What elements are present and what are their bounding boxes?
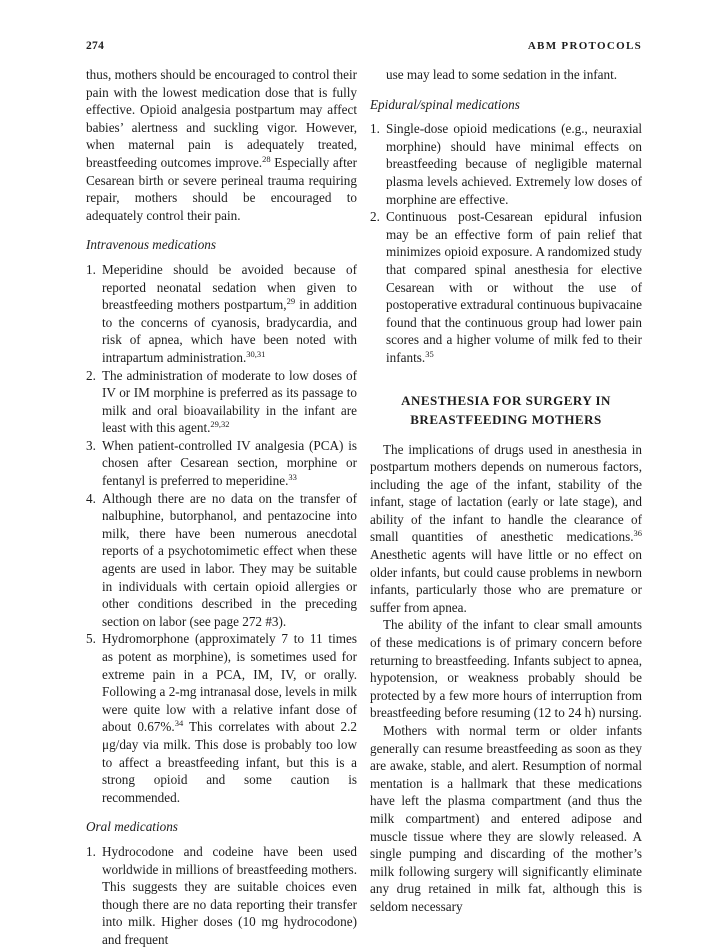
body-paragraph: The ability of the infant to clear small amounts of these medications is of primary concern before returning to breastfeeding. Infants subject to apnea, hypotension, or weakness probably should be protected by a few more hours of interruption from breastfeeding before resuming (12 to 24 h) nursing.	[370, 617, 642, 721]
continued-item-text: use may lead to some sedation in the infant.	[386, 67, 618, 82]
list-item: 2. The administration of moderate to low doses of IV or IM morphine is preferred as its passage to milk and oral bioavailability in the infant are least with this agent.$^{29,32}$	[86, 367, 357, 436]
subheading-intravenous: Intravenous medications	[86, 237, 217, 253]
section-title: ANESTHESIA FOR SURGERY IN BREASTFEEDING MOTHERS	[401, 392, 611, 427]
citation: 28	[262, 153, 271, 164]
intro-paragraph: thus, mothers should be encouraged to control their pain with the lowest medication dose that is fully effective. Opioid analgesia postpartum may affect babies’ alertness and suckling vigor. However, when maternal pain is adequately treated, breastfeeding outcomes improve.$^{28}$ Especially after Cesarean birth or severe perineal trauma requiring repair, mothers should be encouraged to adequately control their pain.	[86, 67, 358, 223]
list-item: 1. Meperidine should be avoided because of reported neonatal sedation when given to breastfeeding mothers postpartum,$^{29}$ in addition to the concerns of cyanosis, bradycardia, and risk of apnea, which have been noted with intrapartum administration.$^{30,31}$	[86, 261, 358, 365]
body-paragraph: The implications of drugs used in anesthesia in postpartum mothers depends on numerous factors, including the age of the infant, stability of the infant, stage of lactation (early or late stage), and ability of the infant to handle the clearance of small quantities of anesthetic medications.$^{36}$ Anesthetic agents will have little or no effect on older infants, but could cause problems in newborn infants, particularly those who are premature or suffer from apnea.	[370, 441, 642, 615]
page-number: 274	[86, 40, 105, 52]
running-header: ABM PROTOCOLS	[527, 40, 642, 52]
body-paragraph: Mothers with normal term or older infants generally can resume breastfeeding as soon as they are awake, stable, and alert. Resumption of normal mentation is a hallmark that these medications have left the plasma compartment (and thus the milk compartment) and entered adipose and muscle tissue where they are slowly released. A single pumping and discarding of the mother’s milk following surgery will significantly eliminate any drug retained in milk fat, although this is seldom necessary	[370, 723, 642, 914]
list-item: 5. Hydromorphone (approximately 7 to 11 times as potent as morphine), is sometimes used for extreme pain in a PCA, IM, IV, or orally. Following a 2-mg intranasal dose, levels in milk were quite low with a relative infant dose of about 0.67%.$^{34}$ This correlates with about 2.2 μg/day via milk. This dose is probably too low to affect a breastfeeding infant, but this is a strong opioid and some caution is recommended.	[86, 631, 357, 805]
citation: 34	[174, 718, 184, 729]
citation: 30,31	[246, 348, 266, 359]
epidural-list	[370, 120, 642, 366]
right-column	[370, 66, 642, 916]
left-column	[86, 66, 357, 949]
intravenous-list	[86, 261, 357, 806]
list-item: 1. Hydrocodone and codeine have been used worldwide in millions of breastfeeding mothers. This suggests they are suitable choices even though there are no data reporting their transfer into milk. Higher doses (10 mg hydrocodone) and frequent	[86, 843, 357, 947]
subheading-oral: Oral medications	[86, 819, 178, 835]
citation: 29	[286, 296, 296, 307]
citation: 33	[288, 472, 297, 483]
oral-list	[86, 843, 357, 949]
list-item: 4. Although there are no data on the transfer of nalbuphine, butorphanol, and pentazocine into milk, there have been numerous anecdotal reports of a psychotomimetic effect when these agents are used in labor. They may be suitable in individuals with certain opioid allergies or other conditions described in the preceding section on labor (see page 272 #3).	[86, 490, 357, 629]
list-item: 2. Continuous post-Cesarean epidural infusion may be an effective form of pain relief that minimizes opioid exposure. A randomized study that compared spinal anesthesia for elective Cesarean with or without the use of postoperative extradural continuous bupivacaine found that the continuous group had lower pain scores and a higher volume of milk fed to their infants.$^{35}$	[370, 209, 642, 365]
list-item: 1. Single-dose opioid medications (e.g., neuraxial morphine) should have minimal effects on breastfeeding because of negligible maternal plasma levels achieved. Extremely low doses of morphine are effective.	[370, 121, 642, 207]
citation: 29,32	[210, 419, 230, 430]
subheading-epidural: Epidural/spinal medications	[370, 96, 520, 112]
list-item: 3. When patient-controlled IV analgesia (PCA) is chosen after Cesarean section, morphine or fentanyl is preferred to meperidine.$^{33}$	[86, 437, 357, 489]
citation: 36	[633, 528, 642, 539]
citation: 35	[425, 348, 434, 359]
